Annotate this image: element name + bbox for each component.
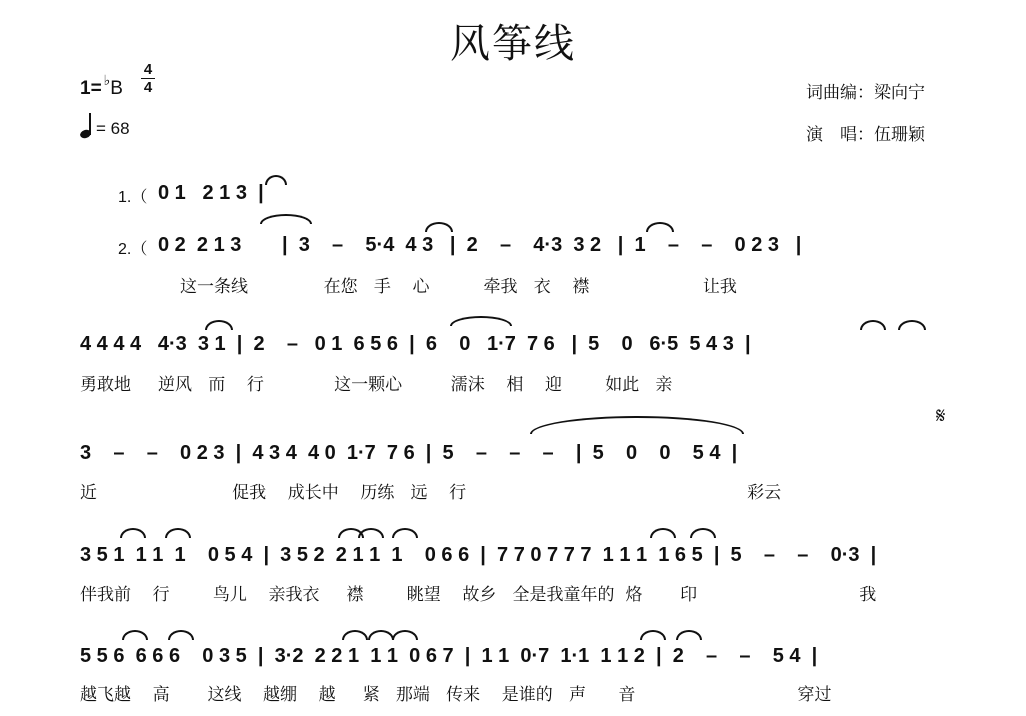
slur: [898, 320, 926, 330]
slur: [205, 320, 233, 330]
time-signature-bottom: 4: [143, 79, 153, 96]
key-signature: [80, 72, 123, 100]
lyrics-line-3: 近 促我 成长中 历练 远 行 彩云: [80, 483, 782, 503]
slur: [168, 630, 194, 640]
lyrics-line-4: 伴我前 行 鸟儿 亲我衣 襟 眺望 故乡 全是我童年的 烙 印 我: [80, 585, 877, 605]
music-line-5: 5 5 6 6 6 6 0 3 5 | 3·2 2 2 1 1 1 0 6 7 | 1 1 0·7 1·1 1 1 2 | 2 – – 5 4 |: [80, 645, 818, 667]
flat-symbol: ♭: [103, 72, 111, 88]
segno-icon: 𝄋: [936, 404, 946, 429]
slur: [392, 528, 418, 538]
song-title: 风筝线: [450, 21, 576, 67]
slur: [425, 222, 453, 232]
lyrics-line-2: 勇敢地 逆风 而 行 这一颗心 濡沫 相 迎 如此 亲: [80, 375, 673, 395]
slur: [368, 630, 394, 640]
slur: [165, 528, 191, 538]
slur: [265, 175, 287, 185]
lyrics-line-5: 越飞越 高 这线 越绷 越 紧 那端 传来 是谁的 声 音 穿过: [80, 685, 832, 705]
tie-slur: [530, 416, 744, 434]
music-line-3: 3 – – 0 2 3 | 4 3 4 4 0 1·7 7 6 | 5 – – – | 5 0 0 5 4 |: [80, 442, 738, 464]
quarter-note-icon: [80, 114, 92, 138]
slur: [260, 214, 312, 224]
slur: [640, 630, 666, 640]
music-line-2: 4 4 4 4 4·3 3 1 | 2 – 0 1 6 5 6 | 6 0 1·7 7 6 | 5 0 6·5 5 4 3 |: [80, 333, 751, 355]
composer-credit: 词曲编：梁向宁: [806, 83, 925, 103]
slur: [392, 630, 418, 640]
time-signature-top: 4: [143, 61, 153, 78]
intro-first-notes: 0 1 2 1 3 |: [158, 182, 264, 204]
slur: [342, 630, 368, 640]
slur: [120, 528, 146, 538]
lyrics-line-1: 这一条线 在您 手 心 牵我 衣 襟 让我: [180, 277, 737, 297]
music-line-1: | 3 – 5·4 4 3 | 2 – 4·3 3 2 | 1 – – 0 2 3 |: [282, 234, 802, 256]
intro-second-label: 2.（: [118, 241, 148, 258]
slur: [860, 320, 886, 330]
key-note: B: [110, 78, 123, 99]
slur: [690, 528, 716, 538]
music-line-4: 3 5 1 1 1 1 0 5 4 | 3 5 2 2 1 1 1 0 6 6 | 7 7 0 7 7 7 1 1 1 1 6 5 | 5 – – 0·3 |: [80, 544, 877, 566]
slur: [450, 316, 512, 326]
singer-credit: 演 唱：伍珊颖: [806, 125, 925, 145]
intro-second-notes: 0 2 2 1 3: [158, 234, 242, 256]
tempo-marking: [80, 114, 130, 139]
key-prefix: 1=: [80, 78, 102, 99]
slur: [650, 528, 676, 538]
intro-first-label: 1.（: [118, 189, 148, 206]
slur: [676, 630, 702, 640]
slur: [358, 528, 384, 538]
slur: [646, 222, 674, 232]
time-signature: [141, 62, 155, 95]
slur: [122, 630, 148, 640]
tempo-value: = 68: [96, 119, 130, 138]
